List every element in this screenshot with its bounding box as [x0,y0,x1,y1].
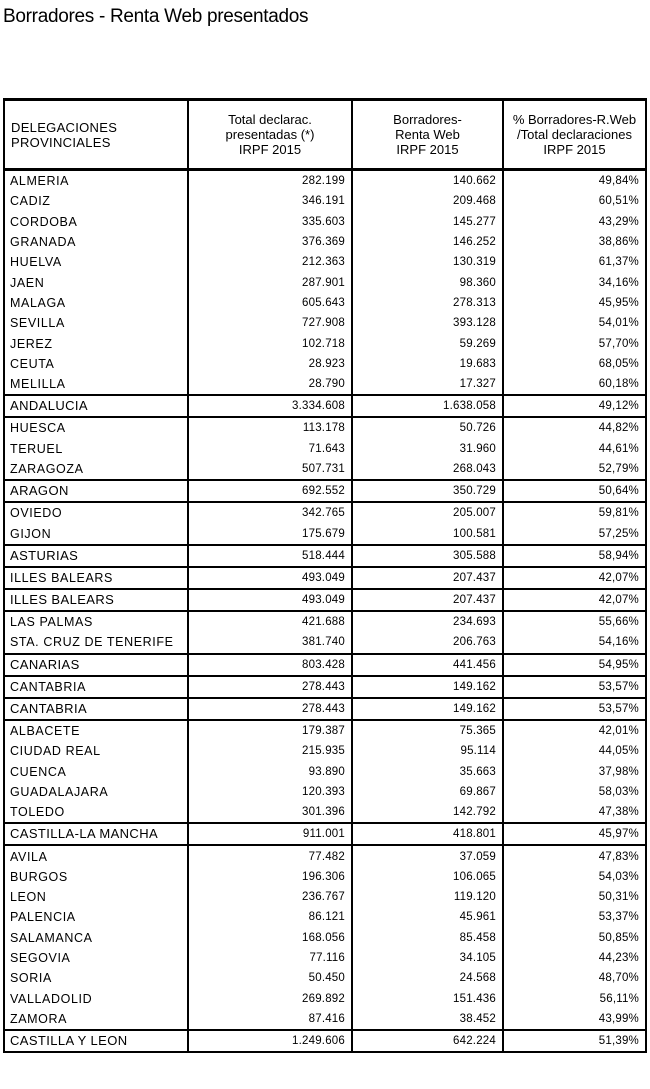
table-row [4,845,646,866]
cell-porcentaje: 53,57% [503,676,646,698]
cell-total-declaraciones: 803.428 [188,654,352,676]
cell-delegacion: SORIA [4,968,188,988]
cell-porcentaje: 56,11% [503,989,646,1009]
cell-porcentaje: 61,37% [503,252,646,272]
cell-borradores: 69.867 [352,782,503,802]
header-line: Renta Web [395,127,460,142]
cell-borradores: 207.437 [352,567,503,589]
cell-borradores: 85.458 [352,928,503,948]
cell-delegacion: ALMERIA [4,170,188,192]
cell-delegacion: HUESCA [4,417,188,438]
table-row [4,611,646,632]
table-row [4,333,646,353]
table-row [4,313,646,333]
cell-total-declaraciones: 278.443 [188,676,352,698]
cell-delegacion: CASTILLA-LA MANCHA [4,823,188,845]
cell-porcentaje: 59,81% [503,502,646,523]
cell-borradores: 17.327 [352,374,503,395]
cell-total-declaraciones: 168.056 [188,928,352,948]
table-row [4,272,646,292]
cell-delegacion: CORDOBA [4,212,188,232]
cell-total-declaraciones: 3.334.608 [188,395,352,417]
cell-total-declaraciones: 1.249.606 [188,1030,352,1052]
cell-total-declaraciones: 605.643 [188,293,352,313]
table-row [4,417,646,438]
table-row [4,907,646,927]
cell-total-declaraciones: 346.191 [188,191,352,211]
cell-borradores: 146.252 [352,232,503,252]
cell-total-declaraciones: 196.306 [188,867,352,887]
header-line: IRPF 2015 [543,142,606,157]
cell-borradores: 98.360 [352,272,503,292]
cell-porcentaje: 49,84% [503,170,646,192]
cell-porcentaje: 45,97% [503,823,646,845]
cell-total-declaraciones: 342.765 [188,502,352,523]
header-line: Total declarac. [228,112,312,127]
cell-total-declaraciones: 28.790 [188,374,352,395]
cell-borradores: 130.319 [352,252,503,272]
header-line: DELEGACIONES [11,119,118,135]
cell-porcentaje: 68,05% [503,354,646,374]
cell-delegacion: ZARAGOZA [4,459,188,480]
cell-borradores: 24.568 [352,968,503,988]
table-row [4,741,646,761]
cell-delegacion: CANARIAS [4,654,188,676]
header-line: % Borradores-R.Web [512,112,637,127]
cell-borradores: 34.105 [352,948,503,968]
cell-delegacion: ALBACETE [4,720,188,741]
cell-total-declaraciones: 335.603 [188,212,352,232]
table-row [4,762,646,782]
table-row [4,720,646,741]
table-row-total [4,1030,646,1052]
cell-porcentaje: 58,94% [503,545,646,567]
cell-borradores: 142.792 [352,802,503,823]
cell-delegacion: ANDALUCIA [4,395,188,417]
cell-delegacion: LAS PALMAS [4,611,188,632]
table-row [4,502,646,523]
cell-porcentaje: 47,38% [503,802,646,823]
cell-borradores: 45.961 [352,907,503,927]
cell-borradores: 305.588 [352,545,503,567]
cell-total-declaraciones: 77.116 [188,948,352,968]
cell-porcentaje: 60,18% [503,374,646,395]
cell-borradores: 1.638.058 [352,395,503,417]
header-borradores [352,100,503,170]
cell-delegacion: GIJON [4,523,188,544]
cell-borradores: 50.726 [352,417,503,438]
cell-total-declaraciones: 493.049 [188,567,352,589]
cell-total-declaraciones: 287.901 [188,272,352,292]
cell-delegacion: TERUEL [4,439,188,459]
cell-borradores: 149.162 [352,698,503,720]
cell-delegacion: TOLEDO [4,802,188,823]
cell-borradores: 642.224 [352,1030,503,1052]
cell-delegacion: SEVILLA [4,313,188,333]
header-line: IRPF 2015 [396,142,459,157]
cell-porcentaje: 50,85% [503,928,646,948]
cell-borradores: 393.128 [352,313,503,333]
cell-porcentaje: 54,03% [503,867,646,887]
cell-borradores: 100.581 [352,523,503,544]
header-line: IRPF 2015 [238,142,302,157]
cell-porcentaje: 44,05% [503,741,646,761]
cell-delegacion: CEUTA [4,354,188,374]
cell-delegacion: SEGOVIA [4,948,188,968]
cell-delegacion: CANTABRIA [4,698,188,720]
cell-borradores: 268.043 [352,459,503,480]
table-row [4,782,646,802]
cell-porcentaje: 50,64% [503,480,646,502]
cell-total-declaraciones: 911.001 [188,823,352,845]
cell-total-declaraciones: 50.450 [188,968,352,988]
cell-total-declaraciones: 493.049 [188,589,352,611]
cell-borradores: 140.662 [352,170,503,192]
cell-total-declaraciones: 71.643 [188,439,352,459]
cell-total-declaraciones: 421.688 [188,611,352,632]
table-row [4,293,646,313]
cell-borradores: 151.436 [352,989,503,1009]
cell-borradores: 145.277 [352,212,503,232]
cell-delegacion: GRANADA [4,232,188,252]
cell-delegacion: CIUDAD REAL [4,741,188,761]
data-table [3,98,647,1053]
cell-porcentaje: 43,99% [503,1009,646,1030]
cell-delegacion: STA. CRUZ DE TENERIFE [4,632,188,653]
cell-delegacion: CASTILLA Y LEON [4,1030,188,1052]
cell-borradores: 75.365 [352,720,503,741]
table-row [4,1009,646,1030]
cell-total-declaraciones: 86.121 [188,907,352,927]
cell-total-declaraciones: 77.482 [188,845,352,866]
cell-total-declaraciones: 282.199 [188,170,352,192]
cell-borradores: 278.313 [352,293,503,313]
table-row [4,928,646,948]
table-row [4,968,646,988]
cell-total-declaraciones: 87.416 [188,1009,352,1030]
cell-porcentaje: 43,29% [503,212,646,232]
cell-porcentaje: 34,16% [503,272,646,292]
table-row-total [4,395,646,417]
page-title: Borradores - Renta Web presentados [3,6,309,27]
cell-total-declaraciones: 179.387 [188,720,352,741]
cell-porcentaje: 53,37% [503,907,646,927]
cell-borradores: 234.693 [352,611,503,632]
cell-porcentaje: 54,16% [503,632,646,653]
cell-porcentaje: 38,86% [503,232,646,252]
cell-porcentaje: 54,95% [503,654,646,676]
cell-total-declaraciones: 301.396 [188,802,352,823]
header-total-declaraciones [188,100,352,170]
cell-borradores: 350.729 [352,480,503,502]
table-row [4,212,646,232]
header-delegaciones [4,100,188,170]
cell-borradores: 119.120 [352,887,503,907]
cell-borradores: 37.059 [352,845,503,866]
cell-delegacion: PALENCIA [4,907,188,927]
cell-delegacion: JAEN [4,272,188,292]
cell-delegacion: GUADALAJARA [4,782,188,802]
header-line: presentadas (*) [225,127,315,142]
cell-delegacion: CUENCA [4,762,188,782]
cell-delegacion: ARAGON [4,480,188,502]
cell-porcentaje: 37,98% [503,762,646,782]
cell-delegacion: ASTURIAS [4,545,188,567]
cell-total-declaraciones: 692.552 [188,480,352,502]
table-row [4,948,646,968]
cell-delegacion: SALAMANCA [4,928,188,948]
cell-delegacion: HUELVA [4,252,188,272]
header-line: Borradores- [393,112,462,127]
header-line: /Total declaraciones [517,127,632,142]
cell-total-declaraciones: 215.935 [188,741,352,761]
data-table-container [3,98,645,1053]
table-row [4,232,646,252]
cell-borradores: 35.663 [352,762,503,782]
table-body [4,170,646,1053]
cell-porcentaje: 57,70% [503,333,646,353]
table-row-total [4,698,646,720]
cell-delegacion: BURGOS [4,867,188,887]
table-row [4,170,646,192]
table-row [4,191,646,211]
cell-total-declaraciones: 507.731 [188,459,352,480]
cell-delegacion: ILLES BALEARS [4,589,188,611]
cell-total-declaraciones: 120.393 [188,782,352,802]
cell-borradores: 38.452 [352,1009,503,1030]
cell-total-declaraciones: 93.890 [188,762,352,782]
table-row [4,567,646,589]
cell-total-declaraciones: 212.363 [188,252,352,272]
cell-borradores: 19.683 [352,354,503,374]
cell-porcentaje: 57,25% [503,523,646,544]
table-row [4,354,646,374]
cell-porcentaje: 42,01% [503,720,646,741]
header-line: PROVINCIALES [11,134,111,150]
cell-delegacion: ZAMORA [4,1009,188,1030]
table-row [4,632,646,653]
cell-total-declaraciones: 102.718 [188,333,352,353]
cell-delegacion: ILLES BALEARS [4,567,188,589]
cell-porcentaje: 47,83% [503,845,646,866]
cell-delegacion: CADIZ [4,191,188,211]
cell-total-declaraciones: 376.369 [188,232,352,252]
table-header [4,100,646,170]
cell-total-declaraciones: 381.740 [188,632,352,653]
cell-delegacion: AVILA [4,845,188,866]
cell-porcentaje: 52,79% [503,459,646,480]
header-row [4,100,646,170]
cell-total-declaraciones: 518.444 [188,545,352,567]
header-porcentaje [503,100,646,170]
table-row-total [4,589,646,611]
cell-total-declaraciones: 236.767 [188,887,352,907]
cell-delegacion: VALLADOLID [4,989,188,1009]
cell-borradores: 418.801 [352,823,503,845]
cell-total-declaraciones: 269.892 [188,989,352,1009]
cell-porcentaje: 49,12% [503,395,646,417]
cell-delegacion: OVIEDO [4,502,188,523]
table-row [4,252,646,272]
cell-delegacion: LEON [4,887,188,907]
table-row-total [4,654,646,676]
table-row [4,676,646,698]
table-row [4,867,646,887]
table-row [4,523,646,544]
cell-porcentaje: 44,23% [503,948,646,968]
cell-borradores: 106.065 [352,867,503,887]
cell-delegacion: JEREZ [4,333,188,353]
table-row-total [4,823,646,845]
table-row-total [4,545,646,567]
cell-total-declaraciones: 113.178 [188,417,352,438]
cell-total-declaraciones: 727.908 [188,313,352,333]
cell-borradores: 95.114 [352,741,503,761]
table-row-total [4,480,646,502]
cell-borradores: 209.468 [352,191,503,211]
table-row [4,887,646,907]
table-row [4,439,646,459]
cell-porcentaje: 45,95% [503,293,646,313]
cell-borradores: 441.456 [352,654,503,676]
cell-borradores: 149.162 [352,676,503,698]
cell-borradores: 31.960 [352,439,503,459]
cell-porcentaje: 51,39% [503,1030,646,1052]
cell-porcentaje: 50,31% [503,887,646,907]
cell-delegacion: CANTABRIA [4,676,188,698]
cell-delegacion: MELILLA [4,374,188,395]
cell-porcentaje: 55,66% [503,611,646,632]
cell-total-declaraciones: 28.923 [188,354,352,374]
cell-porcentaje: 44,61% [503,439,646,459]
cell-porcentaje: 42,07% [503,589,646,611]
cell-porcentaje: 48,70% [503,968,646,988]
table-row [4,374,646,395]
cell-borradores: 205.007 [352,502,503,523]
cell-delegacion: MALAGA [4,293,188,313]
cell-porcentaje: 58,03% [503,782,646,802]
cell-porcentaje: 53,57% [503,698,646,720]
table-row [4,459,646,480]
cell-borradores: 59.269 [352,333,503,353]
cell-porcentaje: 60,51% [503,191,646,211]
table-row [4,802,646,823]
cell-borradores: 207.437 [352,589,503,611]
table-row [4,989,646,1009]
cell-total-declaraciones: 278.443 [188,698,352,720]
cell-total-declaraciones: 175.679 [188,523,352,544]
cell-porcentaje: 44,82% [503,417,646,438]
cell-borradores: 206.763 [352,632,503,653]
cell-porcentaje: 42,07% [503,567,646,589]
cell-porcentaje: 54,01% [503,313,646,333]
